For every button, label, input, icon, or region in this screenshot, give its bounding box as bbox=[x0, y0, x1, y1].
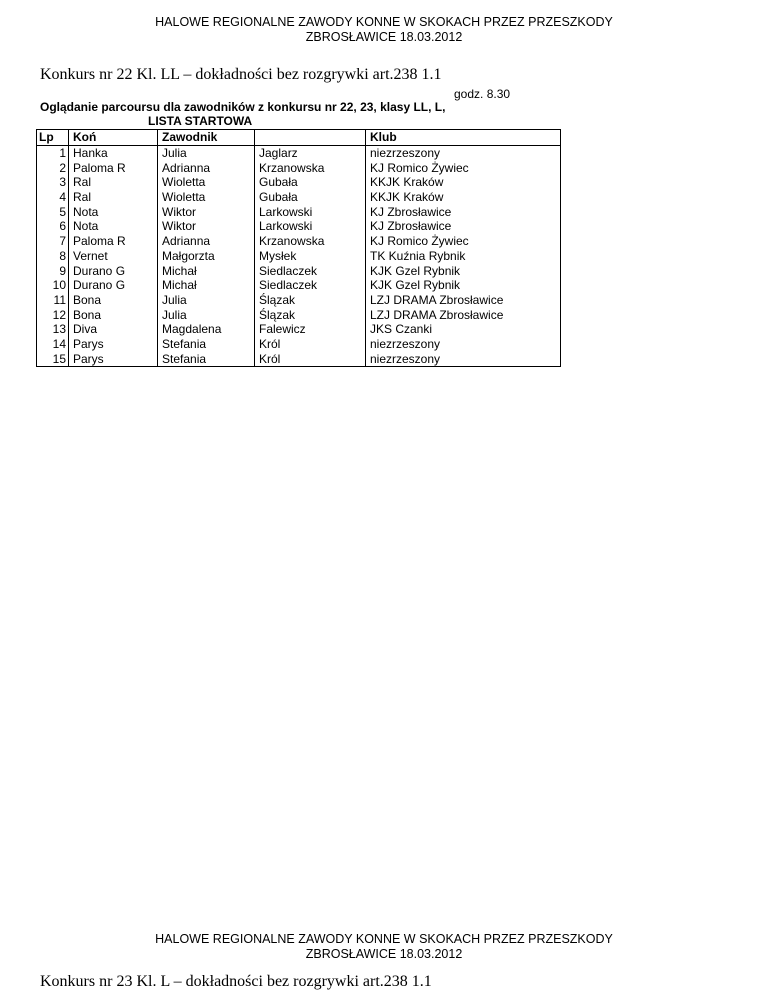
cell-horse: Paloma R bbox=[69, 234, 158, 249]
cell-club: KJ Zbrosławice bbox=[366, 219, 561, 234]
table-row bbox=[37, 293, 561, 308]
cell-rider-first-name: Wiktor bbox=[158, 204, 255, 219]
cell-lp: 1 bbox=[37, 145, 69, 160]
cell-rider-first-name: Adrianna bbox=[158, 234, 255, 249]
cell-horse: Vernet bbox=[69, 249, 158, 264]
cell-lp: 10 bbox=[37, 278, 69, 293]
cell-rider-first-name: Julia bbox=[158, 145, 255, 160]
cell-rider-first-name: Wiktor bbox=[158, 219, 255, 234]
table-row bbox=[37, 234, 561, 249]
cell-rider-surname: Siedlaczek bbox=[255, 263, 366, 278]
cell-rider-surname: Falewicz bbox=[255, 322, 366, 337]
cell-lp: 5 bbox=[37, 204, 69, 219]
table-row bbox=[37, 175, 561, 190]
cell-rider-surname: Mysłek bbox=[255, 249, 366, 264]
cell-lp: 13 bbox=[37, 322, 69, 337]
cell-rider-surname: Larkowski bbox=[255, 204, 366, 219]
cell-rider-surname: Król bbox=[255, 337, 366, 352]
header-event-title: HALOWE REGIONALNE ZAWODY KONNE W SKOKACH PRZEZ PRZESZKODY bbox=[155, 15, 613, 29]
cell-horse: Bona bbox=[69, 293, 158, 308]
cell-rider-surname: Ślązak bbox=[255, 307, 366, 322]
column-header-rider: Zawodnik bbox=[158, 130, 255, 146]
table-row bbox=[37, 204, 561, 219]
cell-lp: 9 bbox=[37, 263, 69, 278]
cell-club: KJK Gzel Rybnik bbox=[366, 263, 561, 278]
cell-horse: Durano G bbox=[69, 263, 158, 278]
column-header-club: Klub bbox=[366, 130, 561, 146]
table-body bbox=[37, 145, 561, 366]
cell-horse: Durano G bbox=[69, 278, 158, 293]
cell-club: niezrzeszony bbox=[366, 351, 561, 366]
cell-lp: 14 bbox=[37, 337, 69, 352]
cell-lp: 3 bbox=[37, 175, 69, 190]
cell-horse: Hanka bbox=[69, 145, 158, 160]
cell-rider-surname: Gubała bbox=[255, 190, 366, 205]
list-title: LISTA STARTOWA bbox=[148, 114, 253, 128]
cell-rider-surname: Ślązak bbox=[255, 293, 366, 308]
cell-horse: Nota bbox=[69, 204, 158, 219]
cell-horse: Parys bbox=[69, 351, 158, 366]
cell-club: KJ Zbrosławice bbox=[366, 204, 561, 219]
start-time: godz. 8.30 bbox=[454, 87, 511, 101]
page2-header bbox=[0, 932, 768, 962]
cell-rider-first-name: Małgorzta bbox=[158, 249, 255, 264]
cell-rider-first-name: Wioletta bbox=[158, 190, 255, 205]
table-header-row bbox=[37, 130, 561, 146]
cell-club: KJ Romico Żywiec bbox=[366, 160, 561, 175]
table-row bbox=[37, 190, 561, 205]
cell-lp: 2 bbox=[37, 160, 69, 175]
cell-club: niezrzeszony bbox=[366, 337, 561, 352]
page2-header-venue-date: ZBROSŁAWICE 18.03.2012 bbox=[305, 947, 463, 961]
cell-rider-first-name: Adrianna bbox=[158, 160, 255, 175]
cell-rider-first-name: Julia bbox=[158, 293, 255, 308]
table-row bbox=[37, 337, 561, 352]
cell-club: KJ Romico Żywiec bbox=[366, 234, 561, 249]
cell-horse: Ral bbox=[69, 190, 158, 205]
header-venue-date: ZBROSŁAWICE 18.03.2012 bbox=[305, 30, 463, 44]
column-header-surname bbox=[255, 130, 366, 146]
cell-horse: Bona bbox=[69, 307, 158, 322]
cell-horse: Paloma R bbox=[69, 160, 158, 175]
cell-rider-first-name: Julia bbox=[158, 307, 255, 322]
cell-rider-surname: Gubała bbox=[255, 175, 366, 190]
cell-club: JKS Czanki bbox=[366, 322, 561, 337]
cell-rider-surname: Larkowski bbox=[255, 219, 366, 234]
page2-competition-title: Konkurs nr 23 Kl. L – dokładności bez rozgrywki art.238 1.1 bbox=[40, 973, 432, 990]
cell-rider-first-name: Michał bbox=[158, 263, 255, 278]
cell-rider-surname: Król bbox=[255, 351, 366, 366]
cell-rider-surname: Krzanowska bbox=[255, 234, 366, 249]
competition-title: Konkurs nr 22 Kl. LL – dokładności bez rozgrywki art.238 1.1 bbox=[40, 66, 442, 83]
cell-rider-first-name: Stefania bbox=[158, 351, 255, 366]
table-row bbox=[37, 278, 561, 293]
cell-lp: 7 bbox=[37, 234, 69, 249]
cell-club: niezrzeszony bbox=[366, 145, 561, 160]
cell-rider-first-name: Magdalena bbox=[158, 322, 255, 337]
cell-lp: 15 bbox=[37, 351, 69, 366]
cell-rider-surname: Siedlaczek bbox=[255, 278, 366, 293]
cell-club: KJK Gzel Rybnik bbox=[366, 278, 561, 293]
column-header-horse: Koń bbox=[69, 130, 158, 146]
cell-horse: Parys bbox=[69, 337, 158, 352]
cell-rider-surname: Jaglarz bbox=[255, 145, 366, 160]
cell-rider-first-name: Michał bbox=[158, 278, 255, 293]
table-row bbox=[37, 160, 561, 175]
cell-horse: Nota bbox=[69, 219, 158, 234]
cell-rider-first-name: Wioletta bbox=[158, 175, 255, 190]
cell-club: TK Kuźnia Rybnik bbox=[366, 249, 561, 264]
cell-club: LZJ DRAMA Zbrosławice bbox=[366, 293, 561, 308]
cell-lp: 6 bbox=[37, 219, 69, 234]
table-row bbox=[37, 219, 561, 234]
cell-club: KKJK Kraków bbox=[366, 175, 561, 190]
cell-rider-surname: Krzanowska bbox=[255, 160, 366, 175]
table-row bbox=[37, 322, 561, 337]
cell-horse: Diva bbox=[69, 322, 158, 337]
cell-lp: 8 bbox=[37, 249, 69, 264]
column-header-lp: Lp bbox=[37, 130, 69, 146]
table-row bbox=[37, 249, 561, 264]
cell-rider-first-name: Stefania bbox=[158, 337, 255, 352]
table-row bbox=[37, 263, 561, 278]
cell-lp: 11 bbox=[37, 293, 69, 308]
table-row bbox=[37, 307, 561, 322]
cell-club: KKJK Kraków bbox=[366, 190, 561, 205]
cell-lp: 4 bbox=[37, 190, 69, 205]
table-row bbox=[37, 351, 561, 366]
start-list-table bbox=[36, 129, 561, 367]
table-row bbox=[37, 145, 561, 160]
inspection-note: Oglądanie parcoursu dla zawodników z konkursu nr 22, 23, klasy LL, L, bbox=[40, 100, 446, 114]
cell-horse: Ral bbox=[69, 175, 158, 190]
page-header bbox=[0, 15, 768, 45]
cell-lp: 12 bbox=[37, 307, 69, 322]
page2-header-event-title: HALOWE REGIONALNE ZAWODY KONNE W SKOKACH PRZEZ PRZESZKODY bbox=[155, 932, 613, 946]
cell-club: LZJ DRAMA Zbrosławice bbox=[366, 307, 561, 322]
